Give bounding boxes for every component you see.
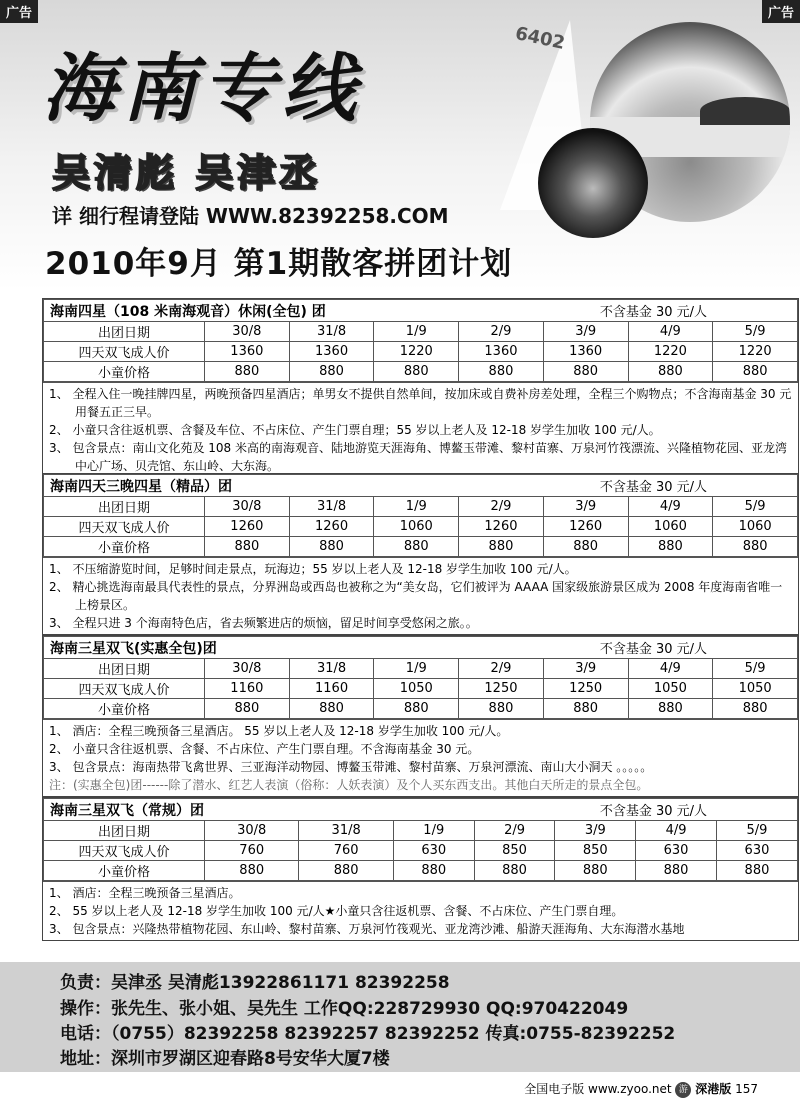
note-item: 1、 酒店：全程三晚预备三星酒店。 55 岁以上老人及 12-18 岁学生加收 100 元/人。 <box>49 724 509 738</box>
price-cell: 31/8 <box>289 497 374 517</box>
price-cell: 4/9 <box>636 821 717 841</box>
price-cell: 1060 <box>713 517 798 537</box>
price-cell: 880 <box>289 537 374 557</box>
section-notes <box>43 719 798 796</box>
price-cell: 1360 <box>459 342 544 362</box>
section-title: 海南四星（108 米南海观音）休闲(全包) 团 <box>50 303 326 320</box>
fund-note: 不含基金 30 元/人 <box>599 304 707 320</box>
price-cell: 1/9 <box>393 821 474 841</box>
section-notes <box>43 881 798 940</box>
price-cell: 4/9 <box>628 497 713 517</box>
price-cell: 760 <box>299 841 393 861</box>
page-footer <box>524 1080 758 1098</box>
tour-section <box>42 473 799 635</box>
price-cell: 30/8 <box>205 322 290 342</box>
price-cell: 1220 <box>628 342 713 362</box>
price-cell: 880 <box>205 537 290 557</box>
price-cell: 5/9 <box>716 821 797 841</box>
section-title: 海南四天三晚四星（精品）团 <box>50 478 232 495</box>
row-label: 小童价格 <box>44 362 205 382</box>
price-cell: 30/8 <box>205 497 290 517</box>
price-cell: 1260 <box>459 517 544 537</box>
note-item: 3、 包含景点：海南热带飞禽世界、三亚海洋动物园、博鳌玉带滩、黎村苗寨、万泉河漂流、南山大小洞天 。。。。。 <box>49 760 653 774</box>
table-row <box>44 537 798 557</box>
price-cell: 880 <box>713 537 798 557</box>
website-line: 详 细行程请登陆 WWW.82392258.COM <box>52 204 449 228</box>
note-item: 3、 包含景点：南山文化苑及 108 米高的南海观音、陆地游览天涯海角、博鳌玉带滩、黎村苗寨、万泉河竹筏漂流、兴隆植物花园、亚龙湾中心广场、贝壳馆、东山岭、大东海。 <box>49 441 787 473</box>
price-cell: 880 <box>543 699 628 719</box>
note-item: 1、 酒店：全程三晚预备三星酒店。 <box>49 886 241 900</box>
price-cell: 880 <box>205 362 290 382</box>
note-item: 3、 全程只进 3 个海南特色店，省去频繁进店的烦恼，留足时间享受悠闲之旅。。 <box>49 616 478 630</box>
price-cell: 3/9 <box>555 821 636 841</box>
price-cell: 880 <box>205 699 290 719</box>
section-notes <box>43 557 798 634</box>
fund-note: 不含基金 30 元/人 <box>599 479 707 495</box>
price-cell: 30/8 <box>205 821 299 841</box>
section-notes <box>43 382 798 477</box>
row-label: 出团日期 <box>44 821 205 841</box>
table-row <box>44 699 798 719</box>
price-cell: 880 <box>459 537 544 557</box>
row-label: 出团日期 <box>44 659 205 679</box>
edition-site: 全国电子版 www.zyoo.net <box>524 1082 672 1096</box>
fund-note: 不含基金 30 元/人 <box>599 803 707 819</box>
footer-line: 电话：（0755）82392258 82392257 82392252 传真:0755-82392252 <box>60 1024 676 1044</box>
price-cell: 1060 <box>374 517 459 537</box>
page-number: 157 <box>735 1082 758 1096</box>
note-item: 2、 精心挑选海南最具代表性的景点，分界洲岛或西岛也被称之为“美女岛，它们被评为 AAAA 国家级旅游景区成为 2008 年度海南省唯一上榜景区。 <box>49 580 783 612</box>
table-row <box>44 821 798 841</box>
price-cell: 1360 <box>543 342 628 362</box>
price-cell: 1060 <box>628 517 713 537</box>
price-cell: 1050 <box>713 679 798 699</box>
note-item: 2、 小童只含往返机票、含餐及车位、不占床位、产生门票自理；55 岁以上老人及 12-18 岁学生加收 100 元/人。 <box>49 423 661 437</box>
price-cell: 31/8 <box>289 659 374 679</box>
zyoo-logo-icon: 游 <box>675 1082 691 1098</box>
price-cell: 31/8 <box>289 322 374 342</box>
note-item: 1、 全程入住一晚挂牌四星，两晚预备四星酒店；单男女不提供自然单间，按加床或自费补房差处理，全程三个购物点；不含海南基金 30 元用餐五正三早。 <box>49 387 792 419</box>
fund-note: 不含基金 30 元/人 <box>599 641 707 657</box>
sail-number: 6402 <box>513 23 567 54</box>
price-cell: 1/9 <box>374 497 459 517</box>
row-label: 小童价格 <box>44 537 205 557</box>
price-cell: 880 <box>713 699 798 719</box>
ad-label-right: 广告 <box>762 0 800 23</box>
price-cell: 880 <box>374 537 459 557</box>
price-cell: 1250 <box>543 679 628 699</box>
price-cell: 850 <box>474 841 555 861</box>
table-row <box>44 861 798 881</box>
price-cell: 5/9 <box>713 322 798 342</box>
note-item: 注：(实惠全包)团------除了潜水、红艺人表演（俗称：人妖表演）及个人买东西支出。其他白天所走的景点全包。 <box>49 778 649 792</box>
price-cell: 630 <box>393 841 474 861</box>
price-cell: 880 <box>205 861 299 881</box>
tour-section <box>42 797 799 941</box>
agent-names: 吴清彪 吴津丞 <box>52 151 322 195</box>
price-cell: 880 <box>713 362 798 382</box>
table-row <box>44 362 798 382</box>
price-cell: 630 <box>716 841 797 861</box>
price-cell: 4/9 <box>628 322 713 342</box>
edition-name: 深港版 <box>695 1082 732 1096</box>
note-item: 1、 不压缩游览时间，足够时间走景点，玩海边；55 岁以上老人及 12-18 岁学生加收 100 元/人。 <box>49 562 577 576</box>
price-cell: 5/9 <box>713 659 798 679</box>
price-cell: 1/9 <box>374 322 459 342</box>
row-label: 小童价格 <box>44 861 205 881</box>
price-cell: 1360 <box>205 342 290 362</box>
tour-section <box>42 635 799 797</box>
price-cell: 880 <box>716 861 797 881</box>
row-label: 四天双飞成人价 <box>44 679 205 699</box>
note-item: 2、 55 岁以上老人及 12-18 岁学生加收 100 元/人★小童只含往返机票、含餐、不占床位、产生门票自理。 <box>49 904 624 918</box>
price-cell: 880 <box>543 362 628 382</box>
price-cell: 1260 <box>205 517 290 537</box>
page-title: 海南专线 <box>42 46 362 132</box>
price-cell: 880 <box>628 537 713 557</box>
row-label: 四天双飞成人价 <box>44 342 205 362</box>
price-cell: 880 <box>459 362 544 382</box>
price-cell: 760 <box>205 841 299 861</box>
contact-footer <box>0 962 800 1072</box>
price-cell: 880 <box>459 699 544 719</box>
table-row <box>44 659 798 679</box>
row-label: 四天双飞成人价 <box>44 517 205 537</box>
price-cell: 1220 <box>374 342 459 362</box>
price-cell: 2/9 <box>459 322 544 342</box>
performance-photo <box>538 128 648 238</box>
plan-title: 2010年9月 第1期散客拼团计划 <box>45 246 513 282</box>
row-label: 出团日期 <box>44 497 205 517</box>
price-cell: 2/9 <box>459 497 544 517</box>
price-cell: 1220 <box>713 342 798 362</box>
price-cell: 880 <box>628 699 713 719</box>
price-cell: 880 <box>289 699 374 719</box>
price-cell: 3/9 <box>543 659 628 679</box>
price-cell: 30/8 <box>205 659 290 679</box>
price-cell: 850 <box>555 841 636 861</box>
row-label: 出团日期 <box>44 322 205 342</box>
price-cell: 1160 <box>289 679 374 699</box>
price-cell: 5/9 <box>713 497 798 517</box>
price-cell: 1250 <box>459 679 544 699</box>
price-cell: 880 <box>374 362 459 382</box>
price-cell: 880 <box>299 861 393 881</box>
price-cell: 880 <box>289 362 374 382</box>
price-cell: 1/9 <box>374 659 459 679</box>
table-row <box>44 841 798 861</box>
table-row <box>44 497 798 517</box>
table-row <box>44 342 798 362</box>
price-cell: 880 <box>393 861 474 881</box>
price-cell: 2/9 <box>459 659 544 679</box>
price-cell: 1360 <box>289 342 374 362</box>
price-cell: 1260 <box>543 517 628 537</box>
note-item: 2、 小童只含往返机票、含餐、不占床位、产生门票自理。不含海南基金 30 元。 <box>49 742 480 756</box>
price-cell: 880 <box>543 537 628 557</box>
table-row <box>44 517 798 537</box>
row-label: 四天双飞成人价 <box>44 841 205 861</box>
section-title: 海南三星双飞(实惠全包)团 <box>50 640 217 657</box>
price-cell: 31/8 <box>299 821 393 841</box>
price-cell: 1050 <box>628 679 713 699</box>
price-cell: 1050 <box>374 679 459 699</box>
header-banner <box>0 0 800 290</box>
price-cell: 2/9 <box>474 821 555 841</box>
price-cell: 1160 <box>205 679 290 699</box>
footer-line: 操作：张先生、张小姐、吴先生 工作QQ:228729930 QQ:970422049 <box>60 999 629 1019</box>
section-title: 海南三星双飞（常规）团 <box>50 802 204 819</box>
tour-section <box>42 298 799 478</box>
price-cell: 630 <box>636 841 717 861</box>
price-cell: 880 <box>555 861 636 881</box>
price-cell: 880 <box>628 362 713 382</box>
price-cell: 3/9 <box>543 322 628 342</box>
footer-line: 地址：深圳市罗湖区迎春路8号安华大厦7楼 <box>60 1049 390 1069</box>
price-cell: 880 <box>374 699 459 719</box>
price-cell: 880 <box>636 861 717 881</box>
table-row <box>44 679 798 699</box>
price-cell: 3/9 <box>543 497 628 517</box>
note-item: 3、 包含景点：兴隆热带植物花园、东山岭、黎村苗寨、万泉河竹筏观光、亚龙湾沙滩、船游天涯海角、大东海潜水基地 <box>49 922 685 936</box>
price-cell: 4/9 <box>628 659 713 679</box>
table-row <box>44 322 798 342</box>
price-cell: 880 <box>474 861 555 881</box>
row-label: 小童价格 <box>44 699 205 719</box>
ad-label-left: 广告 <box>0 0 38 23</box>
price-cell: 1260 <box>289 517 374 537</box>
footer-line: 负责：吴津丞 吴清彪13922861171 82392258 <box>60 973 450 993</box>
